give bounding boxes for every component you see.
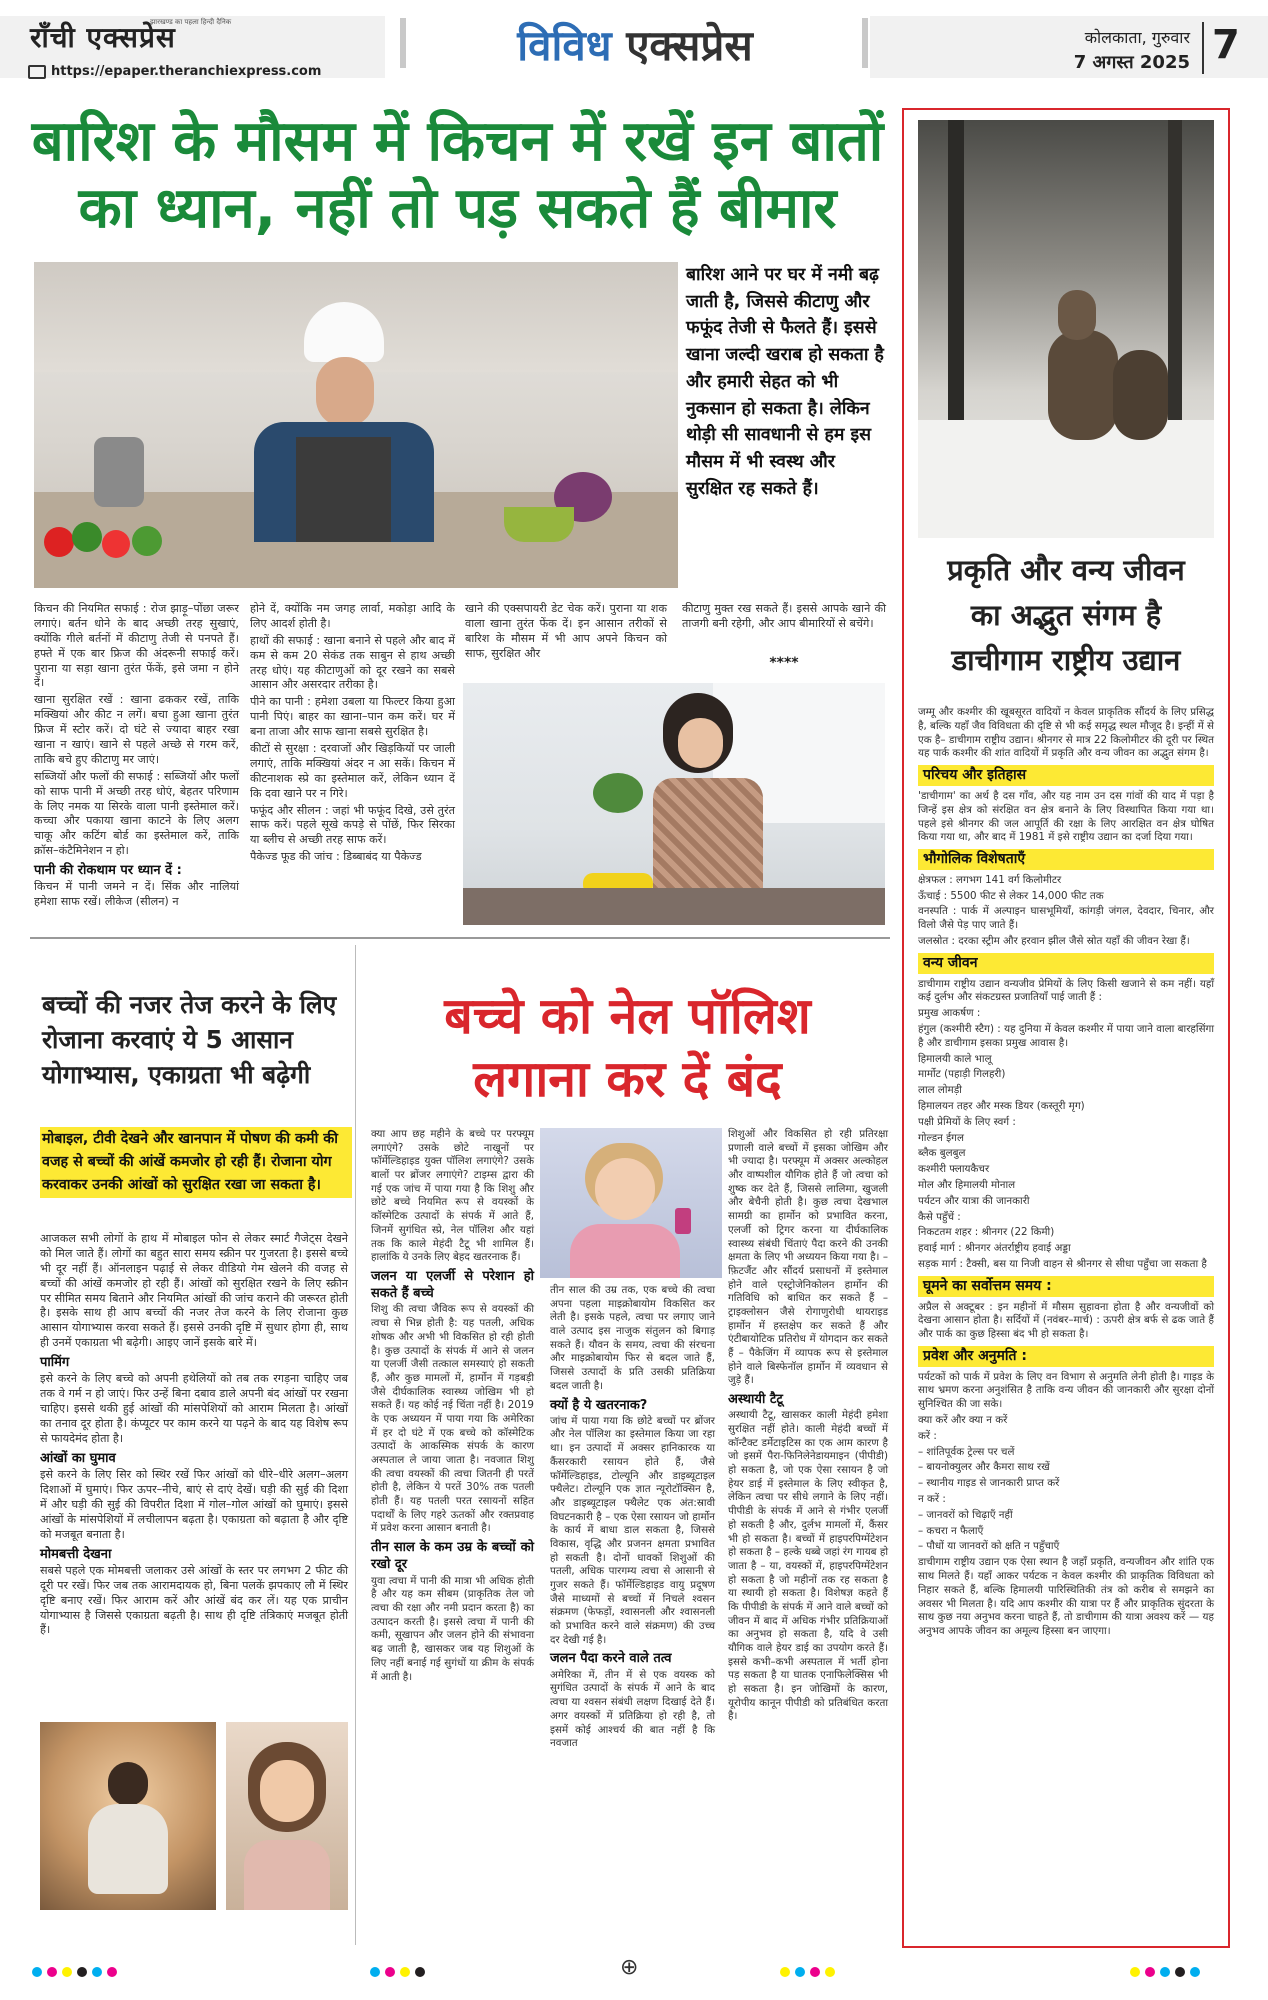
child-head — [108, 1762, 148, 1806]
yellow-dot — [825, 1967, 835, 1977]
kitchen-col1-para: खाना सुरक्षित रखें : खाना ढककर रखें, ताकि मक्खियां और कीट न लगें। बचा हुआ खाना तुरंत फ्रिज में स्टोर करें। दो घंटे से ज्यादा बाहर रखा खाना न खाएं। खाने से पहले अच्छे से गरम करें, ताकि बचे हुए कीटाणु मर जाएं। — [34, 693, 239, 766]
girl-face — [260, 1760, 314, 1822]
bracket-left — [400, 18, 406, 68]
magenta-dot — [385, 1967, 395, 1977]
kitchen-headline-line1: बारिश के मौसम में किचन में रखें इन बातों — [31, 109, 884, 174]
eyes-subhead-candle: मोमबत्ती देखना — [40, 1546, 112, 1562]
bracket-right — [862, 18, 868, 68]
dachigam-wild-line: निकटतम शहर : श्रीनगर (22 किमी) — [918, 1226, 1055, 1239]
dachigam-headline: प्रकृति और वन्य जीवन का अद्भुत संगम है डाचीगाम राष्ट्रीय उद्यान — [947, 553, 1185, 677]
kitchen-col2-para: हाथों की सफाई : खाना बनाने से पहले और बाद में कम से कम 20 सेकंड तक साबुन से हाथ अच्छी तरह धोएं। यह कीटाणुओं को दूर रखने का सबसे आसान और असरदार तरीका है। — [250, 633, 455, 692]
yellow-dot — [62, 1967, 72, 1977]
nailpolish-subhead-danger: क्यों है ये खतरनाक? — [550, 1397, 648, 1413]
girl-dress — [244, 1840, 330, 1910]
dachigam-geo-line: ऊँचाई : 5500 फीट से लेकर 14,000 फीट तक — [918, 889, 1104, 902]
dachigam-permit-line: करें : — [918, 1429, 937, 1442]
dachigam-wild-line: हंगुल (कश्मीरी स्टैग) : यह दुनिया में केवल कश्मीर में पाया जाने वाला बारहसिंगा है और डाचीगाम इसका प्रमुख आवास है। — [918, 1023, 1214, 1049]
register-mark: ⊕ — [620, 1955, 639, 1980]
dachigam-wild-line: पर्यटन और यात्रा की जानकारी — [918, 1194, 1030, 1207]
eyes-text-palming: इसे करने के लिए बच्चे को अपनी हथेलियों को तब तक रगड़ना चाहिए जब तक वे गर्म न हो जाएं। फिर उन्हें बिना दबाव डाले अपनी बंद आंखों पर रखना चाहिए। इससे थकी हुई आंखों की मांसपेशियों को आराम मिलता है। आंखों का तनाव दूर होता है। कंप्यूटर पर काम करने या पढ़ने के बाद यह विशेष रूप से फायदेमंद होता है। — [40, 1372, 348, 1445]
kitchen-col2-para: फफूंद और सीलन : जहां भी फफूंद दिखे, उसे तुरंत साफ करें। पहले सूखे कपड़े से पोंछें, फिर सिरका या ब्लीच से अच्छी तरह साफ करें। — [250, 803, 455, 847]
black-dot — [1175, 1967, 1185, 1977]
color-register-center-left — [370, 1962, 430, 1981]
dachigam-head-permit: प्रवेश और अनुमति : — [918, 1346, 1214, 1367]
dachigam-permit-line: न करें : — [918, 1493, 946, 1506]
toddler-photo — [540, 1128, 722, 1278]
eyes-subhead-palming: पामिंग — [40, 1355, 70, 1371]
plant — [593, 773, 643, 813]
kitchen-col1-end: किचन में पानी जमने न दें। सिंक और नालियां हमेशा साफ रखें। लीकेज (सीलन) न — [34, 880, 239, 909]
nailpolish-col1-para: क्या आप छह महीने के बच्चे पर परफ्यूम लगाएंगे? उसके छोटे नाखूनों पर फॉर्मेल्डिहाइड युक्त पॉलिश लगाएंगे? उसके बालों पर ब्रोंजर लगाएंगे? टाइम्स द्वारा की गई एक जांच में पाया गया है कि शिशु और छोटे बच्चे नियमित रूप से वयस्कों के कॉस्मेटिक उत्पादों के संपर्क में आते हैं, जिनमें सुगंधित स्प्रे, नेल पॉलिश और यहां तक कि काले मेहंदी टैटू भी शामिल हैं। हालांकि ये उनके लिए बेहद खतरनाक हैं। — [371, 1128, 534, 1264]
dachigam-text-history: 'डाचीगाम' का अर्थ है दस गाँव, और यह नाम उन दस गांवों की याद में पड़ा है जिन्हें इस क्षेत्र को संरक्षित वन क्षेत्र बनाने के लिए विस्थापित किया गया था। पहले इसे श्रीनगर की जल आपूर्ति की रक्षा के लिए आरक्षित वन क्षेत्र घोषित किया गया था, और बाद में 1981 में इसे राष्ट्रीय उद्यान का दर्जा दिया गया। — [918, 789, 1214, 844]
dachigam-permit-line: – कचरा न फैलाएँ — [918, 1524, 984, 1537]
chef-face — [316, 357, 374, 427]
dachigam-text-wildlife: डाचीगाम राष्ट्रीय उद्यान वन्यजीव प्रेमियों के लिए किसी खजाने से कम नहीं। यहाँ कई दुर्लभ और संकटग्रस्त प्रजातियाँ पाई जाती हैं : — [918, 977, 1214, 1004]
dachigam-permit-line: – शांतिपूर्वक ट्रेल्स पर चलें — [918, 1445, 1015, 1458]
page-divider — [1202, 22, 1204, 74]
color-register-left — [32, 1962, 122, 1981]
nailpolish-subhead-irritants: जलन पैदा करने वाले तत्व — [550, 1651, 672, 1667]
eyes-subhead-rotation: आंखों का घुमाव — [40, 1450, 116, 1466]
toddler-face — [595, 1158, 655, 1220]
cyan-dot — [370, 1967, 380, 1977]
eyes-text-rotation: इसे करने के लिए सिर को स्थिर रखें फिर आंखों को धीरे–धीरे अलग–अलग दिशाओं में घुमाएं। फिर ऊपर–नीचे, बाएं से दाएं देखें। घड़ी की सुई की दिशा में और घड़ी की सुई की विपरीत दिशा में गोल–गोल आंखों को घुमाएं। इससे आंखों के मांसपेशियों में लचीलापन बढ़ता है। एकाग्रता को बढ़ाता है और दृष्टि को मजबूत बनाता है। — [40, 1468, 348, 1541]
dachigam-wild-line: लाल लोमड़ी — [918, 1084, 962, 1097]
dachigam-permit-line: – बायनोक्युलर और कैमरा साथ रखें — [918, 1461, 1050, 1474]
nailpolish-col3 — [728, 1128, 888, 1726]
yellow-dot — [780, 1967, 790, 1977]
kitchen-col1 — [34, 602, 239, 912]
black-dot — [415, 1967, 425, 1977]
kitchen-col2 — [250, 602, 455, 867]
magenta-dot — [1145, 1967, 1155, 1977]
tree-trunk — [1168, 120, 1182, 420]
tree-trunk — [948, 120, 964, 440]
cleaning-photo — [463, 683, 885, 925]
kitchen-col2-para: कीटों से सुरक्षा : दरवाजों और खिड़कियों पर जाली लगाएं, ताकि मक्खियां अंदर न आ सकें। किचन में कीटनाशक स्प्रे का इस्तेमाल करें, लेकिन ध्यान दें कि दवा खाने पर न गिरे। — [250, 742, 455, 800]
dachigam-wild-line: ब्लैक बुलबुल — [918, 1147, 966, 1160]
nailpolish-col2 — [550, 1284, 715, 1753]
eyes-body — [40, 1232, 348, 1640]
kitchen-end-marker: **** — [769, 655, 799, 671]
dachigam-text-best-time: अप्रैल से अक्टूबर : इन महीनों में मौसम सुहावना होता है और वन्यजीवों को देखना आसान होता है। सर्दियों में (नवंबर–मार्च) : ऊपरी क्षेत्र बर्फ से ढक जाते हैं और पार्क का कुछ हिस्सा बंद भी हो सकता है। — [918, 1300, 1214, 1341]
city-day: कोलकाता, गुरुवार — [1084, 28, 1190, 47]
dachigam-wild-line: प्रमुख आकर्षण : — [918, 1007, 981, 1020]
toddler-dress — [570, 1224, 680, 1278]
nailpolish-col2-para: जांच में पाया गया कि छोटे बच्चों पर ब्रोंजर और नेल पॉलिश का इस्तेमाल किया जा रहा था। इन उत्पादों में अक्सर हानिकारक या कैंसरकारी रसायन होते हैं, जैसे फॉर्मेल्डिहाइड, टोल्यूनि और डाइब्यूटाइल फ्थैलेट। टोल्यूनि एक ज्ञात न्यूरोटॉक्सिन है, और डाइब्यूटाइल फ्थैलेट एक अंत:स्रावी विघटनकारी है – एक ऐसा रसायन जो हार्मोन के कार्य में बाधा डाल सकता है, जिससे विकास, वृद्धि और प्रजनन क्षमता प्रभावित हो सकती है। दोनों धावकों शिशुओं की पतली, अधिक पारगम्य त्वचा से आसानी से गुजर सकते हैं। फॉर्मेल्डिहाइड वायु प्रदूषण जैसे माध्यमों से बच्चों में निचले श्वसन संक्रमण (फेफड़ों, श्वासनली और श्वासनली को प्रभावित करने वाले संक्रमण) की उच्च दर देखी गई है। — [550, 1414, 715, 1646]
masthead — [0, 0, 1268, 100]
color-register-right — [1130, 1962, 1205, 1981]
nailpolish-col2-para: अमेरिका में, तीन में से एक वयस्क को सुगंधित उत्पादों के संपर्क में आने के बाद त्वचा या श्वसन संबंधी लक्षण दिखाई देते हैं। अगर वयस्कों में प्रतिक्रिया हो रही है, तो इसमें कोई आश्चर्य की बात नहीं है कि नवजात — [550, 1668, 715, 1750]
dachigam-head-geo: भौगोलिक विशेषताएँ — [918, 849, 1214, 870]
page-number: 7 — [1212, 22, 1240, 68]
kitchen-col3: खाने की एक्सपायरी डेट चेक करें। पुराना या शक वाला खाना तुरंत फेंक दें। इन आसान तरीकों से बारिश के मौसम में भी आप अपने किचन को साफ, सुरक्षित और — [465, 602, 667, 660]
dachigam-body — [918, 706, 1214, 1641]
nailpolish-col2-para: तीन साल की उम्र तक, एक बच्चे की त्वचा अपना पहला माइक्रोबायोम विकसित कर लेती है। इसके पहले, त्वचा पर लगाए जाने वाले उत्पाद इस नाजुक संतुलन को बिगाड़ सकते हैं। यौवन के समय, त्वचा की संरचना और माइक्रोबायोम फिर से बदल जाते हैं, जिससे उत्पादों के प्रति उसकी प्रतिक्रिया बदल जाती है। — [550, 1284, 715, 1392]
kitchen-col1-para: किचन की नियमित सफाई : रोज झाड़ू–पोंछा जरूर लगाएं। बर्तन धोने के बाद अच्छी तरह सुखाएं, क्योंकि गीले बर्तनों में कीटाणु तेजी से पनपते हैं। हफ्ते में एक बार फ्रिज की अंदरूनी सफाई करें। पुराना या सड़ा खाना तुरंत फेंकें, इसे जमा न होने दें। — [34, 602, 239, 690]
child-body — [88, 1804, 168, 1894]
nailpolish-subhead-allergy: जलन या एलर्जी से परेशान हो सकते हैं बच्चे — [371, 1268, 534, 1302]
dachigam-wild-line: हिमालयन तहर और मस्क डियर (कस्तूरी मृग) — [918, 1099, 1085, 1112]
dachigam-text-permit: पर्यटकों को पार्क में प्रवेश के लिए वन विभाग से अनुमति लेनी होती है। गाइड के साथ भ्रमण करना अनुशंसित है ताकि वन्य जीवन की जानकारी और सुरक्षा दोनों सुनिश्चित की जा सके। — [918, 1370, 1214, 1411]
nailpolish-col1-para: शिशु की त्वचा जैविक रूप से वयस्कों की त्वचा से भिन्न होती है: यह पतली, अधिक शोषक और अभी भी विकसित हो रही होती है। कुछ उत्पादों के संपर्क में आने से जलन या एलर्जी जैसी तत्काल समस्याएं हो सकती हैं, और कुछ मामलों में, हार्मोन में गड़बड़ी जैसे दीर्घकालिक स्वास्थ्य जोखिम भी हो सकते हैं। यह कोई नई चिंता नहीं है। 2019 के एक अध्ययन में पाया गया कि अमेरिका में हर दो घंटे में एक बच्चे को कॉस्मेटिक उत्पादों के आकस्मिक संपर्क के कारण अस्पताल ले जाया जाता है। नवजात शिशु की त्वचा वयस्कों की त्वचा जितनी ही परतें होती है, लेकिन ये परतें 30% तक पतली होती हैं। यह पतली परत रसायनों सहित पदार्थों के लिए गहरे ऊतकों और रक्तप्रवाह में प्रवेश करना आसान बनाती है। — [371, 1303, 534, 1535]
yellow-dot — [1130, 1967, 1140, 1977]
cyan-dot — [1160, 1967, 1170, 1977]
dachigam-head-history: परिचय और इतिहास — [918, 765, 1214, 786]
nailpolish-subhead-tattoo: अस्थायी टैटू — [728, 1392, 783, 1408]
dachigam-intro: जम्मू और कश्मीर की खूबसूरत वादियों न केवल प्राकृतिक सौंदर्य के लिए प्रसिद्ध है, बल्कि यहाँ जैव विविधता की दृष्टि से भी कई समृद्ध स्थल मौजूद है। इन्हीं में से एक है– डाचीगाम राष्ट्रीय उद्यान। श्रीनगर से मात्र 22 किलोमीटर की दूरी पर स्थित यह पार्क कश्मीर की शांत वादियों में प्रकृति और वन्य जीवन का अद्भुत संगम है। — [918, 706, 1214, 760]
nailpolish-col3-para: शिशुओं और विकसित हो रही प्रतिरक्षा प्रणाली वाले बच्चों में इसका जोखिम और भी ज्यादा है। परफ्यूम में अक्सर अल्कोहल और वाष्पशील यौगिक होते हैं जो त्वचा को शुष्क कर देते हैं, जिससे लालिमा, खुजली और बेचैनी होती है। कुछ त्वचा देखभाल सामग्री का हार्मोन को प्रभावित करना, एलर्जी को ट्रिगर करना या दीर्घकालिक स्वास्थ्य संबंधी चिंताएं पैदा करने की उनकी क्षमता के लिए भी अध्ययन किया गया है। – फ़िटजैंट और सौंदर्य प्रसाधनों में इस्तेमाल होने वाले एस्ट्रोजेनिकोलन हार्मोन की गतिविधि को बाधित कर सकते हैं – ट्राइक्लोसन जैसे रोगाणुरोधी थायराइड हार्मोन में हस्तक्षेप कर सकते हैं और एंटीबायोटिक प्रतिरोध में योगदान कर सकते हैं – पैकेजिंग में व्यापक रूप से इस्तेमाल होने वाले बिस्फेनॉल हार्मोन में व्यवधान से जुड़े हैं। — [728, 1128, 888, 1387]
dachigam-wild-line: कैसे पहुँचें : — [918, 1210, 961, 1223]
kettle — [94, 437, 144, 507]
nailpolish-subhead-three-years: तीन साल के कम उम्र के बच्चों को रखो दूर — [371, 1540, 534, 1573]
computer-icon — [28, 65, 46, 79]
nailpolish-col1 — [371, 1128, 534, 1686]
dachigam-wild-line: मार्मोट (पहाड़ी गिलहरी) — [918, 1068, 1006, 1081]
black-dot — [77, 1967, 87, 1977]
dachigam-wild-line: सड़क मार्ग : टैक्सी, बस या निजी वाहन से श्रीनगर से सीधा पहुँचा जा सकता है — [918, 1257, 1207, 1270]
cyan-dot — [92, 1967, 102, 1977]
logo-text: राँची एक्सप्रेस — [30, 21, 176, 54]
chef-photo — [34, 262, 678, 588]
dachigam-permit-line: क्या करें और क्या न करें — [918, 1414, 1008, 1427]
dachigam-wild-line: गोल्डन ईगल — [918, 1131, 964, 1144]
kitchen-col2-para: पीने का पानी : हमेशा उबला या फिल्टर किया हुआ पानी पिएं। बाहर का खाना–पान कम करें। घर में बना ताजा और साफ खाना सबसे सुरक्षित है। — [250, 695, 455, 739]
nailpolish-headline — [365, 985, 890, 1110]
logo-tagline: झारखण्ड का पहला हिन्दी दैनिक — [150, 18, 232, 26]
kitchen-intro: बारिश आने पर घर में नमी बढ़ जाती है, जिससे कीटाणु और फफूंद तेजी से फैलते हैं। इससे खाना जल्दी खराब हो सकता है और हमारी सेहत को भी नुकसान हो सकता है। लेकिन थोड़ी सी सावधानी से हम इस मौसम में भी स्वस्थ और सुरक्षित रह सकते हैं। — [686, 265, 884, 499]
nailpolish-col1-para: युवा त्वचा में पानी की मात्रा भी अधिक होती है और यह कम सीबम (प्राकृतिक तेल जो त्वचा की रक्षा और नमी प्रदान करता है) का उत्पादन करती है। इससे त्वचा में पानी की कमी, सूखापन और जलन होने की संभावना बढ़ जाती है, खासकर जब यह शिशुओं के लिए नहीं बनाई गई सुगंधों या क्रीम के संपर्क में आती है। — [371, 1574, 534, 1683]
vegetables — [44, 522, 184, 562]
nailpolish-headline-line2: लगाना कर दें बंद — [473, 1049, 782, 1108]
epaper-link[interactable] — [28, 64, 321, 79]
chef-apron — [296, 437, 391, 542]
kitchen-headline-line2: का ध्यान, नहीं तो पड़ सकते हैं बीमार — [78, 176, 837, 242]
dachigam-permit-line: – जानवरों को चिढ़ाएँ नहीं — [918, 1508, 1013, 1521]
eyes-intro: आजकल सभी लोगों के हाथ में मोबाइल फोन से लेकर स्मार्ट गैजेट्स देखने को मिल जाते हैं। लोगों का बहुत सारा समय स्क्रीन पर गुजरता है। इससे बच्चे भी दूर नहीं हैं। ऑनलाइन पढ़ाई से लेकर वीडियो गेम खेलने की वजह से बच्चों की आंखें कमजोर हो रही हैं। आंखों को सुरक्षित रखने के लिए स्क्रीन पर सीमित समय बिताने और नियमित आंखों की जांच कराने की जरूरत होती है। इसके साथ ही आप बच्चों की नजर तेज करने के लिए रोजाना कुछ आसान योगाभ्यास करवा सकते हैं। इससे उनकी दृष्टि में सुधार होगा ही, साथ ही उनमें एकाग्रता भी बढ़ेगी। आइए जानें इसके बारे में। — [40, 1232, 348, 1350]
cyan-dot — [795, 1967, 805, 1977]
dachigam-geo-line: वनस्पति : पार्क में अल्पाइन घासभूमियाँ, कांगड़ी जंगल, देवदार, चिनार, और विलो जैसे पेड़ पाए जाते हैं। — [918, 905, 1214, 932]
dachigam-geo-line: क्षेत्रफल : लगभग 141 वर्ग किलोमीटर — [918, 873, 1062, 886]
deer-head — [1058, 290, 1096, 340]
nailpolish-col3-para: अस्थायी टैटू, खासकर काली मेहंदी हमेशा सुरक्षित नहीं होते। काली मेहंदी बच्चों में कॉन्टैक्ट डर्मेटाइटिस का एक आम कारण है जो इसमें पैरा-फिनिलेनेडायमाइन (पीपीडी) हो सकता है, जो एक ऐसा रसायन है जो हेयर डाई में इस्तेमाल के लिए स्वीकृत है, लेकिन त्वचा पर सीधे लगाने के लिए नहीं। पीपीडी के संपर्क में आने से गंभीर एलर्जी हो सकती है और, दुर्लभ मामलों में, कैंसर भी हो सकता है। बच्चों में हाइपरपिग्मेंटेशन हो सकता है – हल्के धब्बे जहां रंग गायब हो जाता है – या, वयस्कों में, हाइपरपिग्मेंटेशन हो सकता है जो महीनों तक रह सकता है या स्थायी हो सकता है। विशेषज्ञ कहते हैं कि पीपीडी के संपर्क में आने वाले बच्चों को जीवन में बाद में अधिक गंभीर प्रतिक्रियाओं का अनुभव हो सकता है, यदि वे उसी यौगिक वाले हेयर डाई का उपयोग करते हैं। इससे कभी–कभी अस्पताल में भर्ती होना पड़ सकता है या घातक एनाफिलेक्सिस भी हो सकता है। इन जोखिमों के कारण, यूरोपीय कानून पीपीडी को प्रतिबंधित करता है। — [728, 1409, 888, 1723]
green-pot — [504, 507, 574, 542]
magenta-dot — [47, 1967, 57, 1977]
dachigam-permit-line: – स्थानीय गाइड से जानकारी प्राप्त करें — [918, 1477, 1060, 1490]
magenta-dot — [107, 1967, 117, 1977]
dachigam-conclusion: डाचीगाम राष्ट्रीय उद्यान एक ऐसा स्थान है जहाँ प्रकृति, वन्यजीवन और शांति एक साथ मिलते हैं। यहाँ आकर पर्यटक न केवल कश्मीर की प्राकृतिक विविधता को निहार सकते हैं, बल्कि हिमालयी पारिस्थितिकी तंत्र को करीब से समझने का अवसर भी मिलता है। यदि आप कश्मीर की यात्रा पर हैं और प्राकृतिक सुंदरता के साथ कुछ नया अनुभव करना चाहते हैं, तो डाचीगाम की यात्रा अवश्य करें — यह अनुभव आपके जीवन का अमूल्य हिस्सा बन जाएगा। — [918, 1556, 1214, 1638]
deer-body — [1048, 330, 1118, 440]
section-title-part1: विविध — [517, 21, 612, 70]
dachigam-head-best-time: घूमने का सर्वोत्तम समय : — [918, 1276, 1214, 1297]
epaper-url[interactable]: https://epaper.theranchiexpress.com — [51, 64, 322, 79]
dachigam-wild-line: मोल और हिमालयी मोनाल — [918, 1178, 1016, 1191]
deer-body — [1113, 350, 1168, 440]
counter — [463, 888, 885, 925]
issue-date: 7 अगस्त 2025 — [1073, 52, 1190, 73]
dachigam-wild-line: पक्षी प्रेमियों के लिए स्वर्ग : — [918, 1115, 1016, 1128]
cyan-dot — [32, 1967, 42, 1977]
cyan-dot — [1190, 1967, 1200, 1977]
kitchen-col2-para: पैकेज्ड फूड की जांच : डिब्बाबंद या पैकेज्ड — [250, 850, 422, 864]
dachigam-wild-line: कश्मीरी फ्लायकैचर — [918, 1163, 990, 1176]
color-register-center-right — [780, 1962, 840, 1981]
dachigam-wild-line: हिमालयी काले भालू — [918, 1052, 992, 1065]
eyes-highlight: मोबाइल, टीवी देखने और खानपान में पोषण की कमी की वजह से बच्चों की आंखें कमजोर हो रही हैं। रोजाना योग करवाकर उनकी आंखों को सुरक्षित रखा जा सकता है। — [40, 1127, 352, 1198]
section-title-part2: एक्सप्रेस — [626, 21, 753, 70]
column-divider — [355, 945, 356, 1945]
nailpolish-headline-line1: बच्चे को नेल पॉलिश — [444, 987, 811, 1045]
section-divider — [30, 937, 890, 939]
eyes-text-candle: सबसे पहले एक मोमबत्ती जलाकर उसे आंखों के स्तर पर लगभग 2 फीट की दूरी पर रखें। फिर जब तक आरामदायक हो, बिना पलकें झपकाए लौ में स्थिर दृष्टि बनाए रखें। फिर आराम करें और आंखें बंद कर लें। यह एक प्राचीन योगाभ्यास है जिससे एकाग्रता बढ़ती है। साथ ही दृष्टि तंत्रिकाएं मजबूत होती हैं। — [40, 1563, 348, 1637]
dachigam-geo-line: जलस्रोत : दरका स्ट्रीम और हरवान झील जैसे स्रोत यहाँ की जीवन रेखा हैं। — [918, 935, 1190, 948]
magenta-dot — [810, 1967, 820, 1977]
meditation-photo-1 — [40, 1722, 216, 1910]
kitchen-col1-para: सब्जियों और फलों की सफाई : सब्जियों और फलों को साफ पानी में अच्छी तरह धोएं, बेहतर परिणाम के लिए नमक या सिरके वाला पानी इस्तेमाल करें। कच्चा और पकाया खाना काटने के लिए अलग चाकू और कटिंग बोर्ड का इस्तेमाल करें, ताकि क्रॉस–कंटैमिनेशन न हो। — [34, 769, 239, 858]
kitchen-col4: कीटाणु मुक्त रख सकते हैं। इससे आपके खाने की ताजगी बनी रहेगी, और आप बीमारियों से बचेंगे। — [682, 602, 886, 630]
kitchen-col2-para: होने दें, क्योंकि नम जगह लार्वा, मकोड़ा आदि के लिए आदर्श होती है। — [250, 602, 455, 630]
section-title — [410, 16, 860, 73]
deer-photo — [918, 120, 1214, 538]
girl-photo-2 — [226, 1722, 348, 1910]
kitchen-headline — [30, 108, 885, 242]
kitchen-col1-subhead: पानी की रोकथाम पर ध्यान दें : — [34, 863, 182, 879]
nail-polish-bottle — [675, 1208, 691, 1234]
dachigam-wild-line: हवाई मार्ग : श्रीनगर अंतर्राष्ट्रीय हवाई अड्डा — [918, 1242, 1071, 1255]
dachigam-head-wildlife: वन्य जीवन — [918, 953, 1214, 974]
eyes-headline: बच्चों की नजर तेज करने के लिए रोजाना करवाएं ये 5 आसान योगाभ्यास, एकाग्रता भी बढ़ेगी — [42, 990, 337, 1089]
yellow-dot — [400, 1967, 410, 1977]
dachigam-permit-line: – पौधों या जानवरों को क्षति न पहुँचाएँ — [918, 1540, 1060, 1553]
woman-face — [678, 718, 723, 768]
